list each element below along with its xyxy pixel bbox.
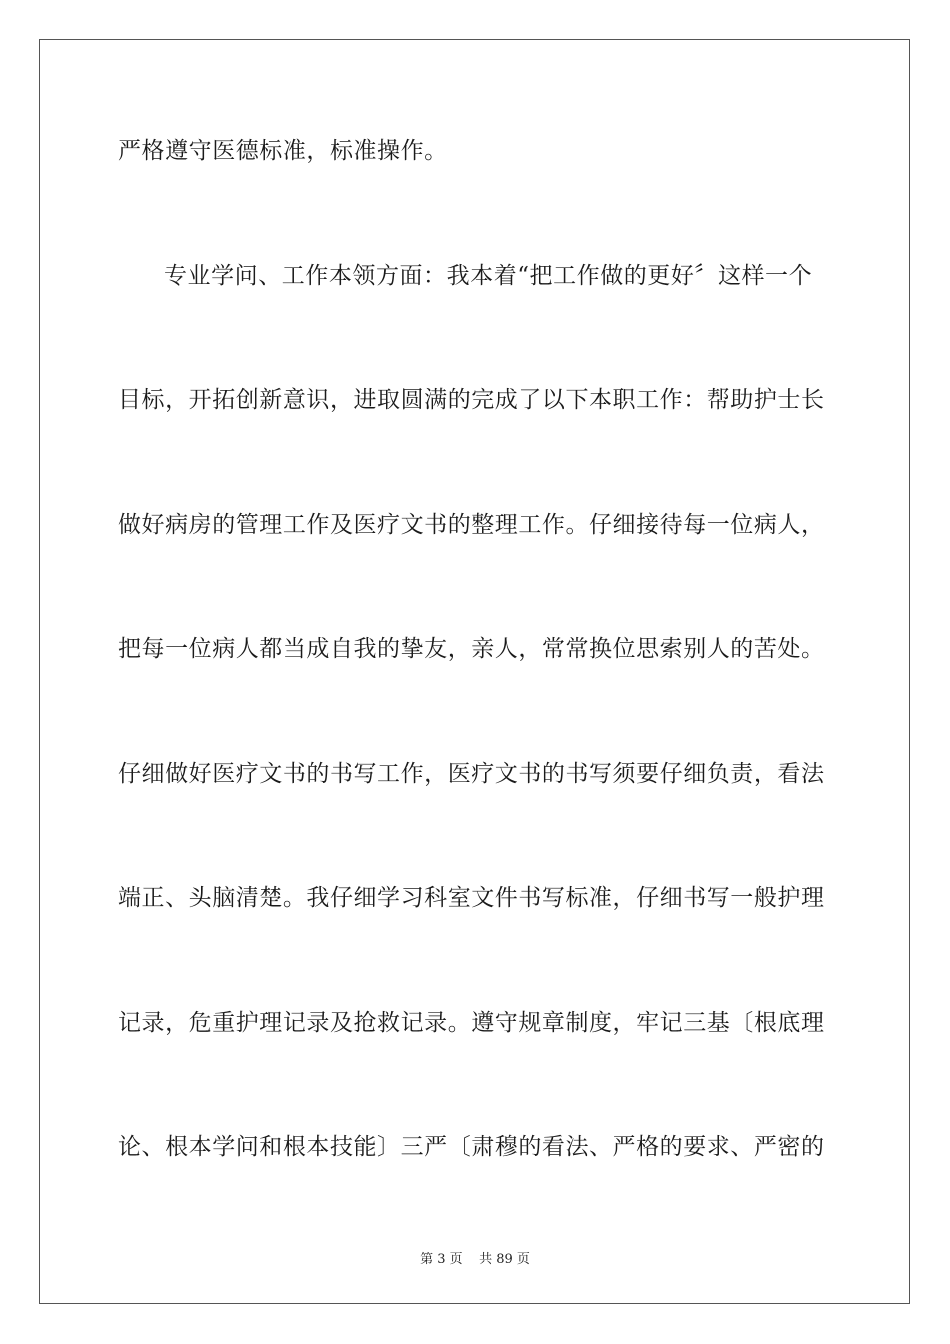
page-number-footer: 第 3 页 共 89 页	[420, 1252, 530, 1267]
text-line-4: 做好病房的管理工作及医疗文书的整理工作。仔细接待每一位病人，	[118, 512, 825, 538]
text-line-5: 把每一位病人都当成自我的挚友，亲人，常常换位思索别人的苦处。	[118, 636, 825, 662]
text-line-6: 仔细做好医疗文书的书写工作，医疗文书的书写须要仔细负责，看法	[118, 761, 825, 787]
text-line-7: 端正、头脑清楚。我仔细学习科室文件书写标准，仔细书写一般护理	[118, 885, 825, 911]
text-line-2: 专业学问、工作本领方面：我本着“把工作做的更好〞这样一个	[164, 263, 813, 289]
page-border	[39, 39, 910, 1304]
text-line-3: 目标，开拓创新意识，进取圆满的完成了以下本职工作：帮助护士长	[118, 387, 825, 413]
text-line-8: 记录，危重护理记录及抢救记录。遵守规章制度，牢记三基〔根底理	[118, 1010, 825, 1036]
text-line-1: 严格遵守医德标准，标准操作。	[118, 138, 448, 164]
text-line-9: 论、根本学问和根本技能〕三严〔肃穆的看法、严格的要求、严密的	[118, 1134, 825, 1160]
